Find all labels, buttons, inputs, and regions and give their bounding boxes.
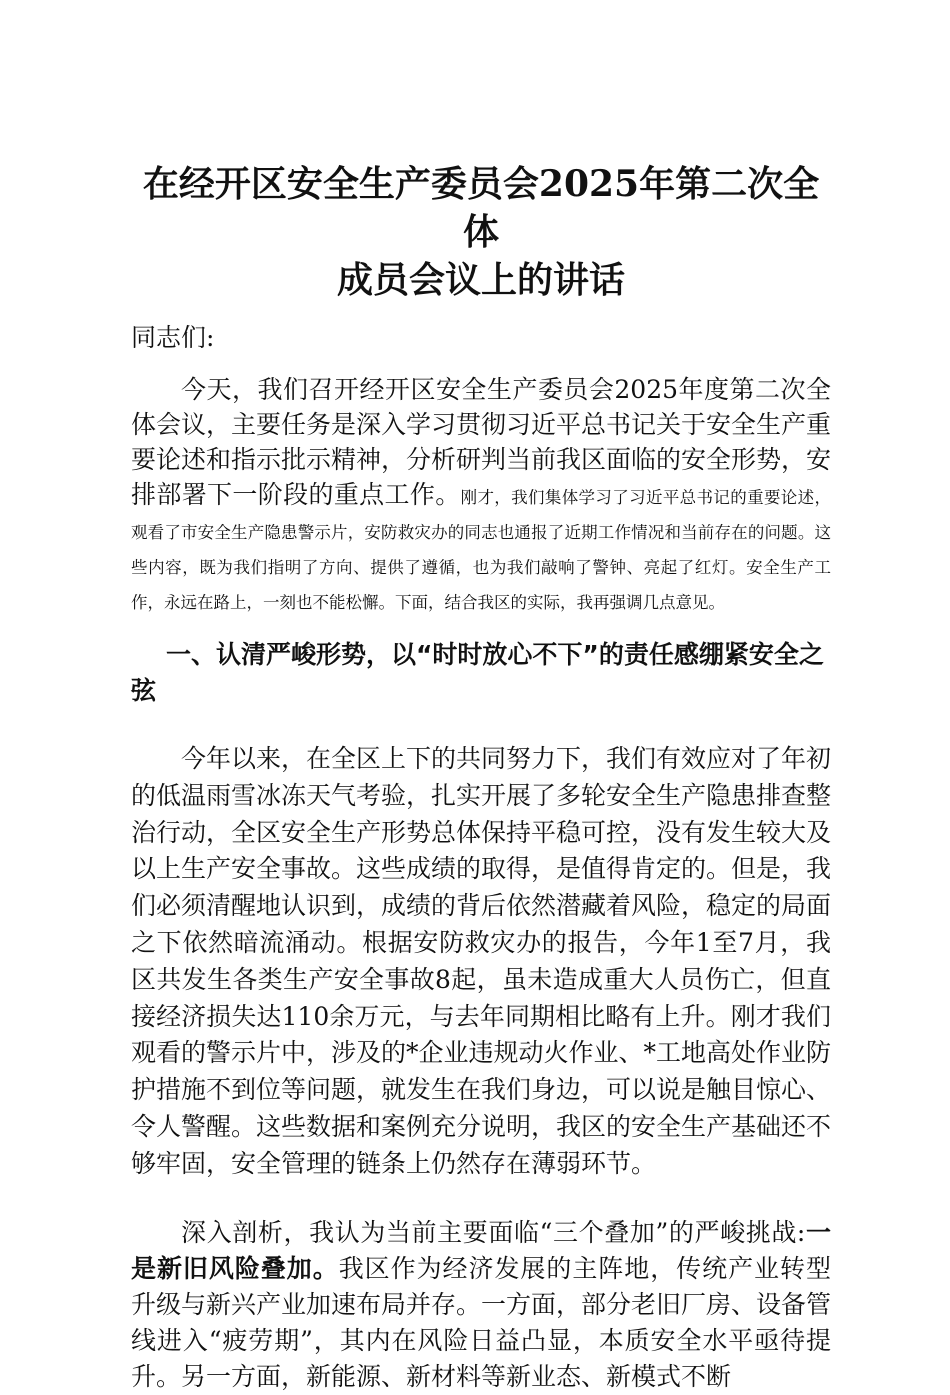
document-title [131,160,831,304]
situation-paragraph: 今年以来，在全区上下的共同努力下，我们有效应对了年初的低温雨雪冰冻天气考验，扎实开展了多轮安全生产隐患排查整治行动，全区安全生产形势总体保持平稳可控，没有发生较大及以上生产安全事故。这些成绩的取得，是值得肯定的。但是，我们必须清醒地认识到，成绩的背后依然潜藏着风险，稳定的局面之下依然暗流涌动。根据安防救灾办的报告，今年1至7月，我区共发生各类生产安全事故8起，虽未造成重大人员伤亡，但直接经济损失达110余万元，与去年同期相比略有上升。刚才我们观看的警示片中，涉及的*企业违规动火作业、*工地高处作业防护措施不到位等问题，就发生在我们身边，可以说是触目惊心、令人警醒。这些数据和案例充分说明，我区的安全生产基础还不够牢固，安全管理的链条上仍然存在薄弱环节。 [131,744,832,1178]
salutation: 同志们: [131,323,215,352]
opening-paragraph [131,372,831,617]
challenges-paragraph [131,1215,831,1395]
opening-paragraph-small-text: 刚才，我们集体学习了习近平总书记的重要论述，观看了市安全生产隐患警示片，安防救灾办的同志也通报了近期工作情况和当前存在的问题。这些内容，既为我们指明了方向、提供了遵循，也为我们敲响了警钟、亮起了红灯。安全生产工作，永远在路上，一刻也不能松懈。下面，结合我区的实际，我再强调几点意见。 [131,488,831,612]
challenge-1-label: 一是新旧风险叠加。 [131,1217,831,1283]
document-page [131,160,831,1395]
challenge-1-text: 我区作为经济发展的主阵地，传统产业转型升级与新兴产业加速布局并存。一方面，部分老旧厂房、设备管线进入“疲劳期”，其内在风险日益凸显，本质安全水平亟待提升。另一方面，新能源、新材料等新业态、新模式不断 [131,1253,832,1391]
title-line-1: 在经开区安全生产委员会2025年第二次全体 [142,163,820,253]
opening-paragraph-main: 今天，我们召开经开区安全生产委员会2025年度第二次全体会议，主要任务是深入学习贯彻习近平总书记关于安全生产重要论述和指示批示精神，分析研判当前我区面临的安全形势，安排部署下一阶段的重点工作。 [131,375,832,509]
section-heading-1: 一、认清严峻形势，以“时时放心不下”的责任感绷紧安全之弦 [131,640,824,705]
title-line-2: 成员会议上的讲话 [336,259,625,301]
challenges-intro: 深入剖析，我认为当前主要面临“三个叠加”的严峻挑战: [181,1217,806,1247]
